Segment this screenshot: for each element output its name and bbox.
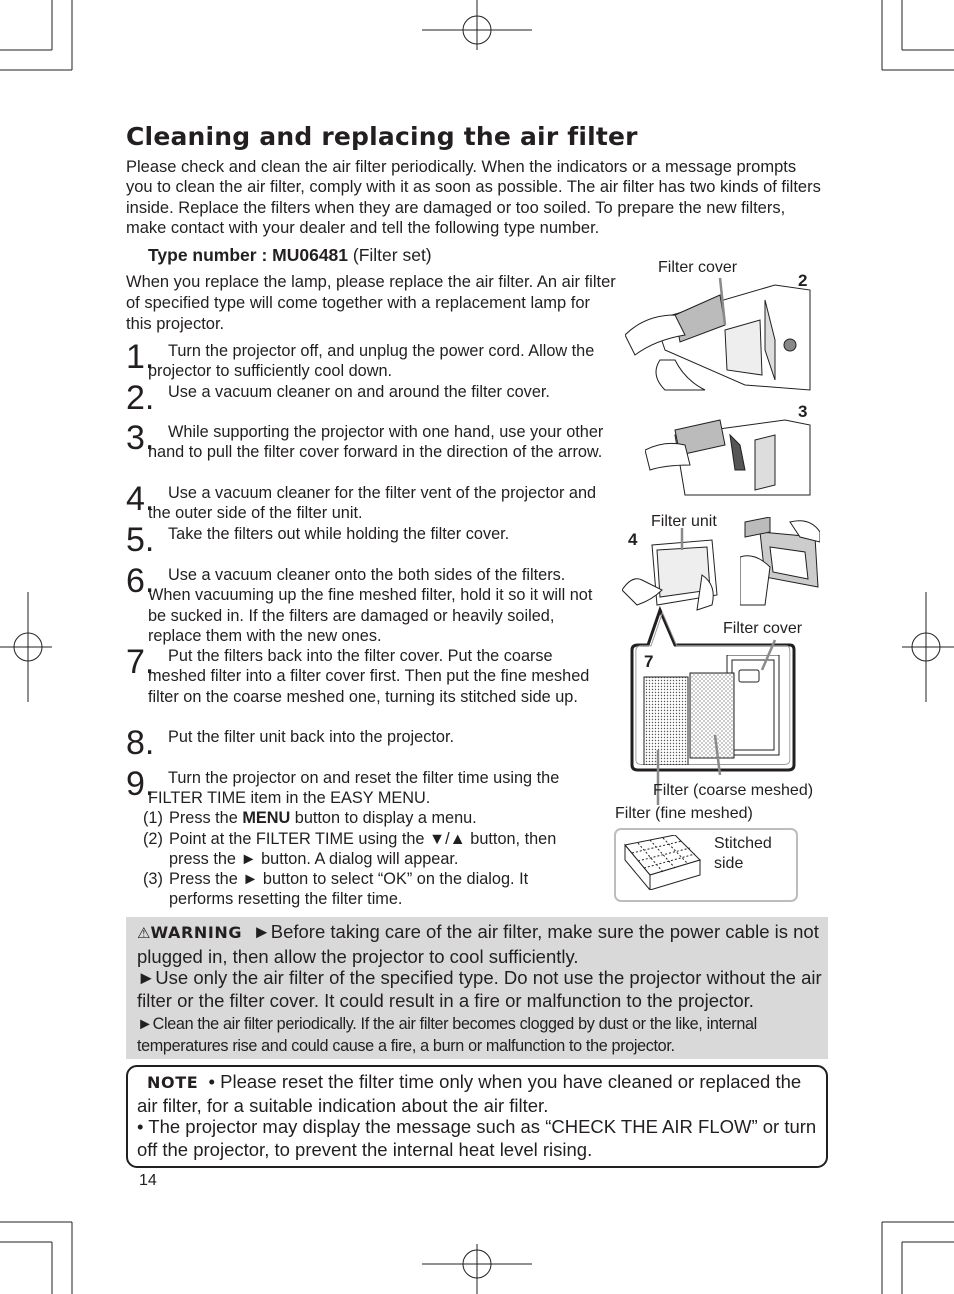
page-number: 14: [139, 1172, 157, 1189]
warning-box: [126, 917, 828, 1059]
step-number: 2.: [126, 379, 155, 417]
step-text: Use a vacuum cleaner for the filter vent of the projector and the outer side of the filter unit.: [148, 484, 597, 523]
page-title: Cleaning and replacing the air filter: [126, 122, 638, 151]
step-number: 7.: [126, 643, 155, 681]
intro-paragraph: Please check and clean the air filter periodically. When the indicators or a message prompts you to clean the air filter, comply with it as soon as possible. The air filter has two kinds of filters inside. Replace the filters when they are damaged or too soiled. To prepare the new filters, make contact with your dealer and tell the following type number.: [126, 158, 821, 238]
note-box: [126, 1065, 828, 1168]
stitched-filter-icon: [620, 835, 705, 890]
label-side: side: [714, 855, 744, 872]
warning-line-1: ⚠WARNING ►Before taking care of the air filter, make sure the power cable is not plugged in, then allow the projector to cool sufficiently.: [137, 921, 819, 967]
step-text: Put the filters back into the filter cover. Put the coarse meshed filter into a filter cover first. Then put the fine meshed filter on the coarse meshed one, turning its stitched side up.: [148, 647, 590, 706]
step-text: Take the filters out while holding the filter cover.: [168, 525, 510, 543]
step-text: While supporting the projector with one hand, use your other hand to pull the filter cover forward in the direction of the arrow.: [148, 423, 604, 462]
warning-label: WARNING: [150, 923, 243, 942]
step-text: Put the filter unit back into the projector.: [168, 728, 454, 746]
label-filter-fine: Filter (fine meshed): [615, 805, 753, 822]
step-number: 3.: [126, 419, 155, 457]
step-number: 1.: [126, 338, 155, 376]
step-number: 6.: [126, 562, 155, 600]
warning-triangle-icon: ⚠: [137, 925, 151, 942]
label-step-4: 4: [628, 530, 638, 549]
substep: (3) Press the ► button to select “OK” on the dialog. It performs resetting the filter time.: [143, 870, 529, 909]
substep: (1) Press the MENU button to display a menu.: [143, 809, 477, 827]
step-text: Turn the projector off, and unplug the power cord. Allow the projector to sufficiently cool down.: [148, 342, 595, 381]
note-line-2: • The projector may display the message such as “CHECK THE AIR FLOW” or turn off the projector, to prevent the internal heat level rising.: [137, 1116, 817, 1160]
step-number: 5.: [126, 521, 155, 559]
warning-line-3: ►Clean the air filter periodically. If the air filter becomes clogged by dust or the like, internal temperatures rise and could cause a fire, a burn or malfunction to the projector.: [137, 1015, 757, 1055]
label-filter-cover: Filter cover: [658, 259, 738, 276]
label-filter-cover-2: Filter cover: [723, 620, 803, 637]
step-number: 8.: [126, 724, 155, 762]
type-number: Type number : MU06481 (Filter set): [148, 245, 432, 265]
leader-lines: [630, 270, 830, 830]
label-step-3: 3: [798, 402, 808, 421]
warning-line-2: ►Use only the air filter of the specified type. Do not use the projector without the air filter or the filter cover. It could result in a fire or malfunction to the projector.: [137, 967, 822, 1011]
label-step-2: 2: [798, 271, 808, 290]
step-text: Turn the projector on and reset the filter time using the FILTER TIME item in the EASY MENU.: [148, 769, 560, 808]
label-filter-coarse: Filter (coarse meshed): [653, 782, 814, 799]
step-number: 4.: [126, 480, 155, 518]
step-text: Use a vacuum cleaner onto the both sides of the filters. When vacuuming up the fine meshed filter, hold it so it will not be sucked in. If the filters are damaged or heavily soiled, replace them with the new ones.: [148, 566, 593, 646]
label-step-7: 7: [644, 652, 654, 671]
label-stitched: Stitched: [714, 835, 772, 852]
lamp-note: When you replace the lamp, please replace the air filter. An air filter of specified type will come together with a replacement lamp for this projector.: [126, 273, 616, 333]
substep: (2) Point at the FILTER TIME using the ▼/▲ button, then press the ► button. A dialog will appear.: [143, 830, 557, 869]
note-line-1: NOTE • Please reset the filter time only when you have cleaned or replaced the air filter, for a suitable indication about the air filter.: [137, 1071, 802, 1116]
note-label: NOTE: [147, 1073, 199, 1092]
label-filter-unit: Filter unit: [651, 513, 717, 530]
step-text: Use a vacuum cleaner on and around the filter cover.: [168, 383, 550, 401]
step-number: 9.: [126, 765, 155, 803]
